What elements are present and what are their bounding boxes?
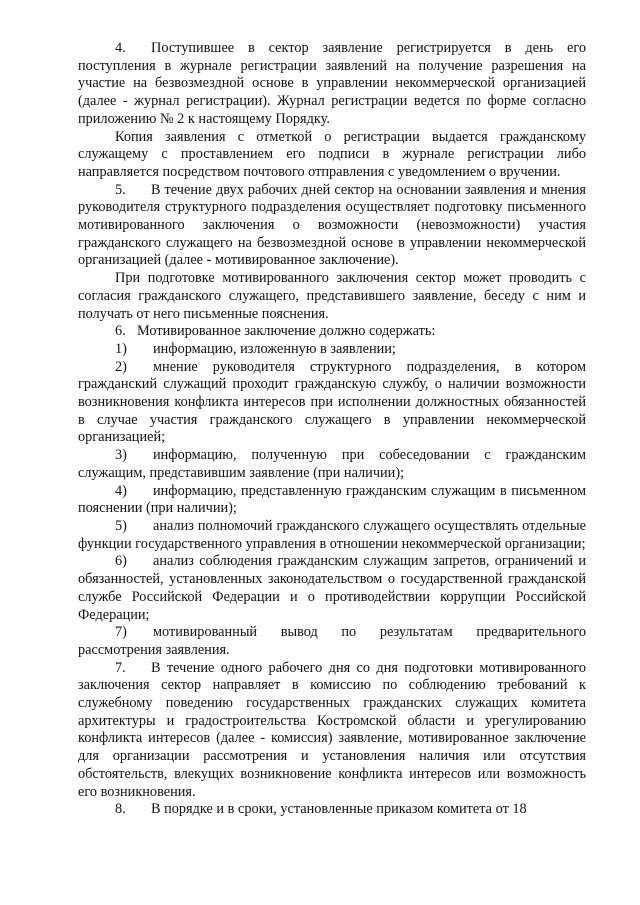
paragraph-6 [78,323,586,341]
list-item-text: информацию, представленную гражданским служащим в письменном пояснении (при наличии); [78,482,586,517]
list-item-number: 6) [115,553,127,570]
list-item [78,518,586,553]
paragraph-text: Копия заявления с отметкой о регистрации выдается гражданскому служащему с проставлением его подписи в журнале регистрации либо направляется посредством почтового отправления с уведомлением о вручении. [78,128,586,180]
paragraph-text: При подготовке мотивированного заключения сектор может проводить с согласия гражданского служащего, представившего заявление, беседу с ним и получать от него письменные пояснения. [78,270,586,322]
paragraph-4-copy [78,129,586,182]
paragraph-5-note [78,270,586,323]
list-item-text: информацию, изложенную в заявлении; [153,340,396,357]
paragraph-number: 8. [115,801,126,818]
list-item-number: 4) [115,482,127,499]
paragraph-number: 7. [115,659,126,676]
document-body [78,40,586,819]
list-item [78,553,586,624]
list-item-text: анализ соблюдения гражданским служащим запретов, ограничений и обязанностей, установленных законодательством о государственной гражданской службе Российской Федерации и о противодействии коррупции Российской Федерации; [78,553,586,623]
paragraph-5 [78,182,586,271]
list-item-text: информацию, полученную при собеседовании с гражданским служащим, представившим заявление (при наличии); [78,447,586,481]
list-item-number: 5) [115,517,127,534]
paragraph-number: 6. [115,323,126,340]
paragraph-number: 4. [115,40,126,56]
list-item-number: 3) [115,447,127,464]
paragraph-number: 5. [115,181,126,198]
paragraph-text: В порядке и в сроки, установленные приказом комитета от 18 [151,801,527,818]
list-item [78,624,586,659]
list-item-number: 7) [115,624,127,641]
list-item [78,359,586,448]
paragraph-text: Мотивированное заключение должно содержать: [137,323,436,340]
paragraph-text: В течение одного рабочего дня со дня подготовки мотивированного заключения сектор направляет в комиссию по соблюдению требований к служебному поведению государственных гражданских служащих комитета архитектуры и градостроительства Костромской области и урегулированию конфликта интересов (далее - комиссия) заявление, мотивированное заключение для организации рассмотрения и установления наличия или отсутствия обстоятельств, влекущих возникновение конфликта интересов или возможность его возникновения. [78,659,586,800]
content-list [78,341,586,660]
list-item [78,447,586,482]
list-item-number: 2) [115,358,127,375]
list-item-text: анализ полномочий гражданского служащего осуществлять отдельные функции государственного управления в отношении некоммерческой организации; [78,517,586,552]
paragraph-4 [78,40,586,129]
list-item [78,341,586,359]
list-item [78,483,586,518]
paragraph-text: Поступившее в сектор заявление регистрируется в день его поступления в журнале регистрации заявлений на получение разрешения на участие на безвозмездной основе в управлении некоммерческой организацией (далее - журнал регистрации). Журнал регистрации ведется по форме согласно приложению № 2 к настоящему Порядку. [78,40,586,127]
list-item-text: мотивированный вывод по результатам предварительного рассмотрения заявления. [78,624,586,658]
paragraph-text: В течение двух рабочих дней сектор на основании заявления и мнения руководителя структурного подразделения осуществляет подготовку письменного мотивированного заключения о возможности (невозможности) участия гражданского служащего на безвозмездной основе в управлении некоммерческой организацией (далее - мотивированное заключение). [78,181,586,269]
paragraph-7 [78,660,586,802]
paragraph-8 [78,801,586,819]
list-item-number: 1) [115,340,127,357]
list-item-text: мнение руководителя структурного подразделения, в котором гражданский служащий проходит гражданскую службу, о наличии возможности возникновения конфликта интересов при исполнении должностных обязанностей в случае участия гражданского служащего в управлении некоммерческой организацией; [78,358,586,446]
